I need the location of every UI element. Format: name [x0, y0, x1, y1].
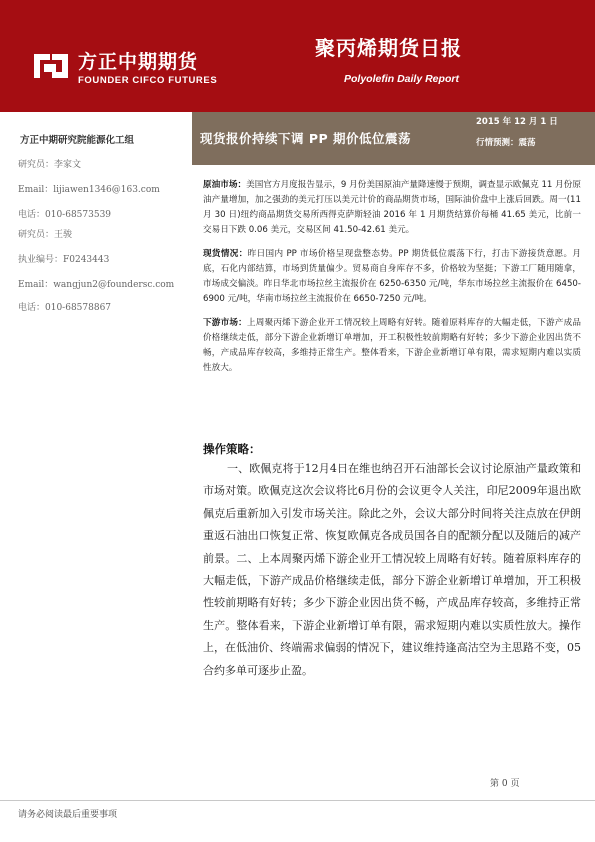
founder-logo-icon — [30, 50, 72, 86]
market-outlook: 行情预测：震荡 — [476, 138, 536, 148]
paragraph-text: 美国官方月度报告显示，9 月份美国原油产量降速慢于预期，调查显示欧佩克 11 月份原油产量增加，加之强劲的美元打压以美元计价的商品期货市场，国际油价盘中上涨后回跌。周一(11 月 30 日)纽约商品期货交易所西得克萨斯轻油 2016 年 1 月期货结算价每桶 41.65 美元，比前一交易日下跌 0.06 美元，交易区间 41.50-42.61 美元。 — [203, 180, 581, 235]
analyst-2-license: 执业编号：F0243443 — [18, 255, 110, 265]
strategy-text: 一、欧佩克将于12月4日在维也纳召开石油部长会议讨论原油产量政策和市场对策。欧佩克这次会议将比6月份的会议更令人关注，印尼2009年退出欧佩克后重新加入引发市场关注。除此之外，会议大部分时间将关注点放在伊朗重返石油出口恢复正常、恢复欧佩克各成员国各自的配额分配以及随后的减产前景。二、上本周聚丙烯下游企业开工情况较上周略有好转。随着原料库存的大幅走低，下游产成品价格继续走低，部分下游企业新增订单增加，开工积极性较前期略有好转；多少下游企业因出货不畅，产成品库存较高，多维持正常生产。整体看来，下游企业新增订单有限，需求短期内难以实质性放大。操作上，在低油价、终端需求偏弱的情况下，建议维持逢高沽空为主思路不变，05合约多单可逐步止盈。 — [203, 462, 581, 677]
headline-band — [192, 112, 595, 165]
market-summary — [203, 178, 581, 385]
analyst-1-phone: 电话：010-68573539 — [18, 210, 112, 220]
headline: 现货报价持续下调 PP 期价低位震荡 — [200, 131, 412, 146]
disclaimer-note: 请务必阅读最后重要事项 — [18, 810, 118, 820]
paragraph-text: 昨日国内 PP 市场价格呈现盘整态势。PP 期货低位震荡下行，打击下游接货意愿。月底，石化内部结算，市场到货量偏少。贸易商自身库存不多，价格较为坚挺；下游工厂随用随拿，市场成交偏淡。昨日华北市场拉丝主流报价在 6250-6350 元/吨，华东市场拉丝主流报价在 6450-6900 元/吨，华南市场拉丝主流报价在 6650-7250 元/吨。 — [203, 249, 581, 304]
footer-divider — [0, 800, 595, 801]
analyst-2-phone: 电话：010-68578867 — [18, 303, 112, 313]
paragraph-label: 原油市场： — [203, 180, 247, 190]
spot-paragraph — [203, 247, 581, 307]
page-number: 第 0 页 — [490, 779, 520, 789]
report-title: 聚丙烯期货日报 — [315, 36, 462, 60]
analyst-1-email: Email：lijiawen1346@163.com — [18, 185, 160, 195]
strategy-title: 操作策略： — [203, 442, 261, 456]
analyst-1-name: 研究员：李家文 — [18, 160, 82, 170]
logo-english-name: FOUNDER CIFCO FUTURES — [78, 75, 218, 86]
paragraph-label: 下游市场： — [203, 318, 247, 328]
paragraph-label: 现货情况： — [203, 249, 248, 259]
analyst-2-name: 研究员：王骏 — [18, 230, 73, 240]
paragraph-text: 上周聚丙烯下游企业开工情况较上周略有好转。随着原料库存的大幅走低，下游产成品价格继续走低，部分下游企业新增订单增加，开工积极性较前期略有好转；多少下游企业因出货不畅，产成品库存较高，多维持正常生产。整体看来，下游企业新增订单有限，需求短期内难以实质性放大。 — [203, 318, 581, 373]
analyst-2-email: Email：wangjun2@foundersc.com — [18, 280, 175, 290]
downstream-paragraph — [203, 316, 581, 376]
logo-chinese-name: 方正中期期货 — [78, 51, 199, 73]
crude-oil-paragraph — [203, 178, 581, 238]
analyst-sidebar — [0, 112, 192, 800]
report-header — [0, 0, 595, 112]
research-group: 方正中期研究院能源化工组 — [20, 135, 135, 146]
report-date: 2015 年 12 月 1 日 — [476, 117, 558, 127]
report-subtitle: Polyolefin Daily Report — [344, 73, 459, 85]
